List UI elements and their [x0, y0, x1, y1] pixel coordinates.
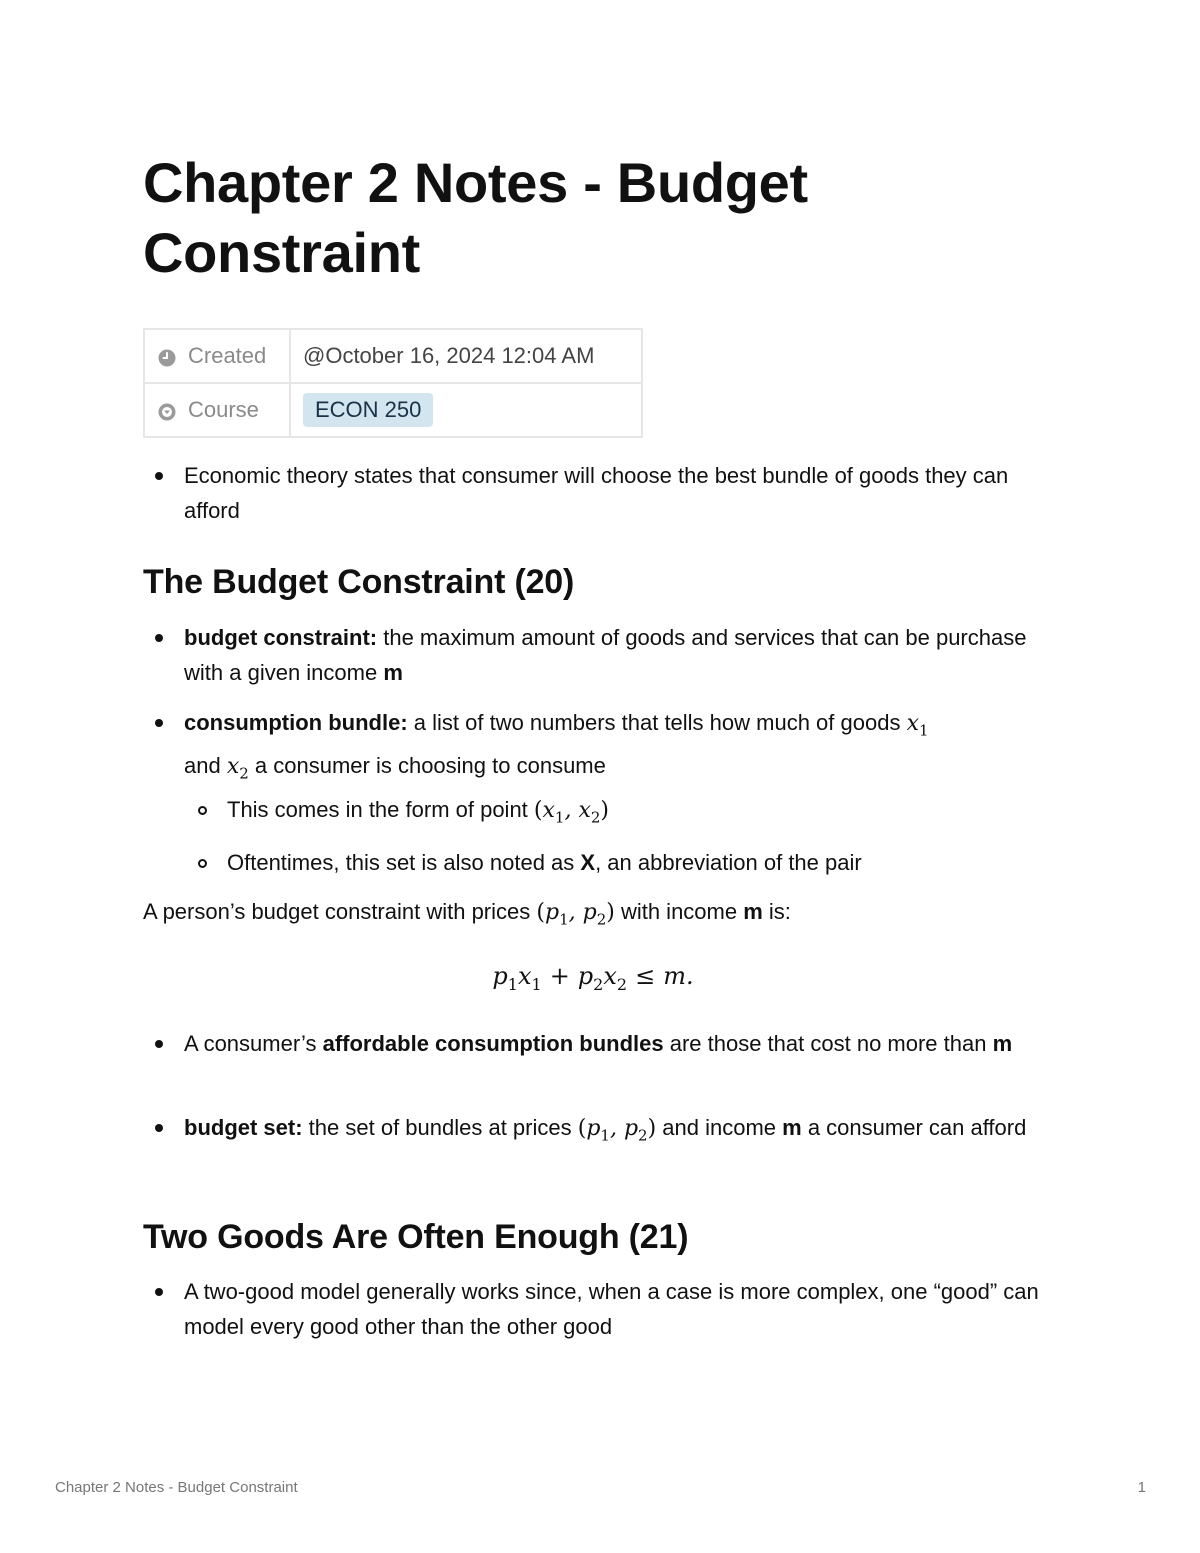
- math-x1: $x_1$: [906, 711, 929, 740]
- budget-equation: $p_1x_1 + p_2x_2 \le m$.: [492, 962, 694, 994]
- bullet-dot: [155, 472, 163, 480]
- term-consumption-bundle: consumption bundle:: [184, 710, 408, 735]
- section-heading-budget-constraint: The Budget Constraint (20): [143, 563, 575, 601]
- properties-table: [143, 328, 643, 438]
- bullet-dot: [155, 634, 163, 642]
- page-title: Chapter 2 Notes - Budget Constraint: [143, 151, 808, 284]
- math-x2: $x_2$: [226, 754, 249, 783]
- math-prices: ($p_1$, $p_2$): [536, 900, 615, 929]
- term-budget-set: budget set:: [184, 1115, 303, 1140]
- page-number: 1: [1137, 1479, 1146, 1496]
- bullet-circle: [198, 859, 207, 868]
- math-prices: ($p_1$, $p_2$): [577, 1116, 657, 1145]
- bullet-dot: [155, 1040, 163, 1048]
- math-point-x1-x2: ($x_1$, $x_2$): [533, 798, 610, 827]
- clock-icon: [157, 348, 177, 368]
- bullet-dot: [155, 719, 163, 727]
- paragraph: A person’s budget constraint with prices ($p_1$, $p_2$) with income m is:: [143, 899, 791, 929]
- two-goods-bullet-text: A two-good model generally works since, when a case is more complex, one “good” can model every good other than the other good: [184, 1279, 1039, 1339]
- bullet-circle: [198, 806, 207, 815]
- term-affordable-bundles: affordable consumption bundles: [322, 1031, 664, 1056]
- select-icon: [157, 402, 177, 422]
- property-row-course: [144, 383, 642, 437]
- course-tag[interactable]: ECON 250: [303, 393, 433, 427]
- property-name-created: Created: [188, 343, 267, 368]
- property-row-created: [144, 329, 642, 383]
- footer-title: Chapter 2 Notes - Budget Constraint: [55, 1479, 298, 1496]
- section-heading-two-goods: Two Goods Are Often Enough (21): [143, 1218, 689, 1256]
- intro-bullet-text: Economic theory states that consumer will choose the best bundle of goods they can afford: [184, 463, 1009, 523]
- property-name-course: Course: [188, 397, 259, 422]
- bullet-dot: [155, 1288, 163, 1296]
- term-budget-constraint: budget constraint:: [184, 625, 378, 650]
- bullet-dot: [155, 1124, 163, 1132]
- property-value-created[interactable]: @October 16, 2024 12:04 AM: [303, 343, 595, 368]
